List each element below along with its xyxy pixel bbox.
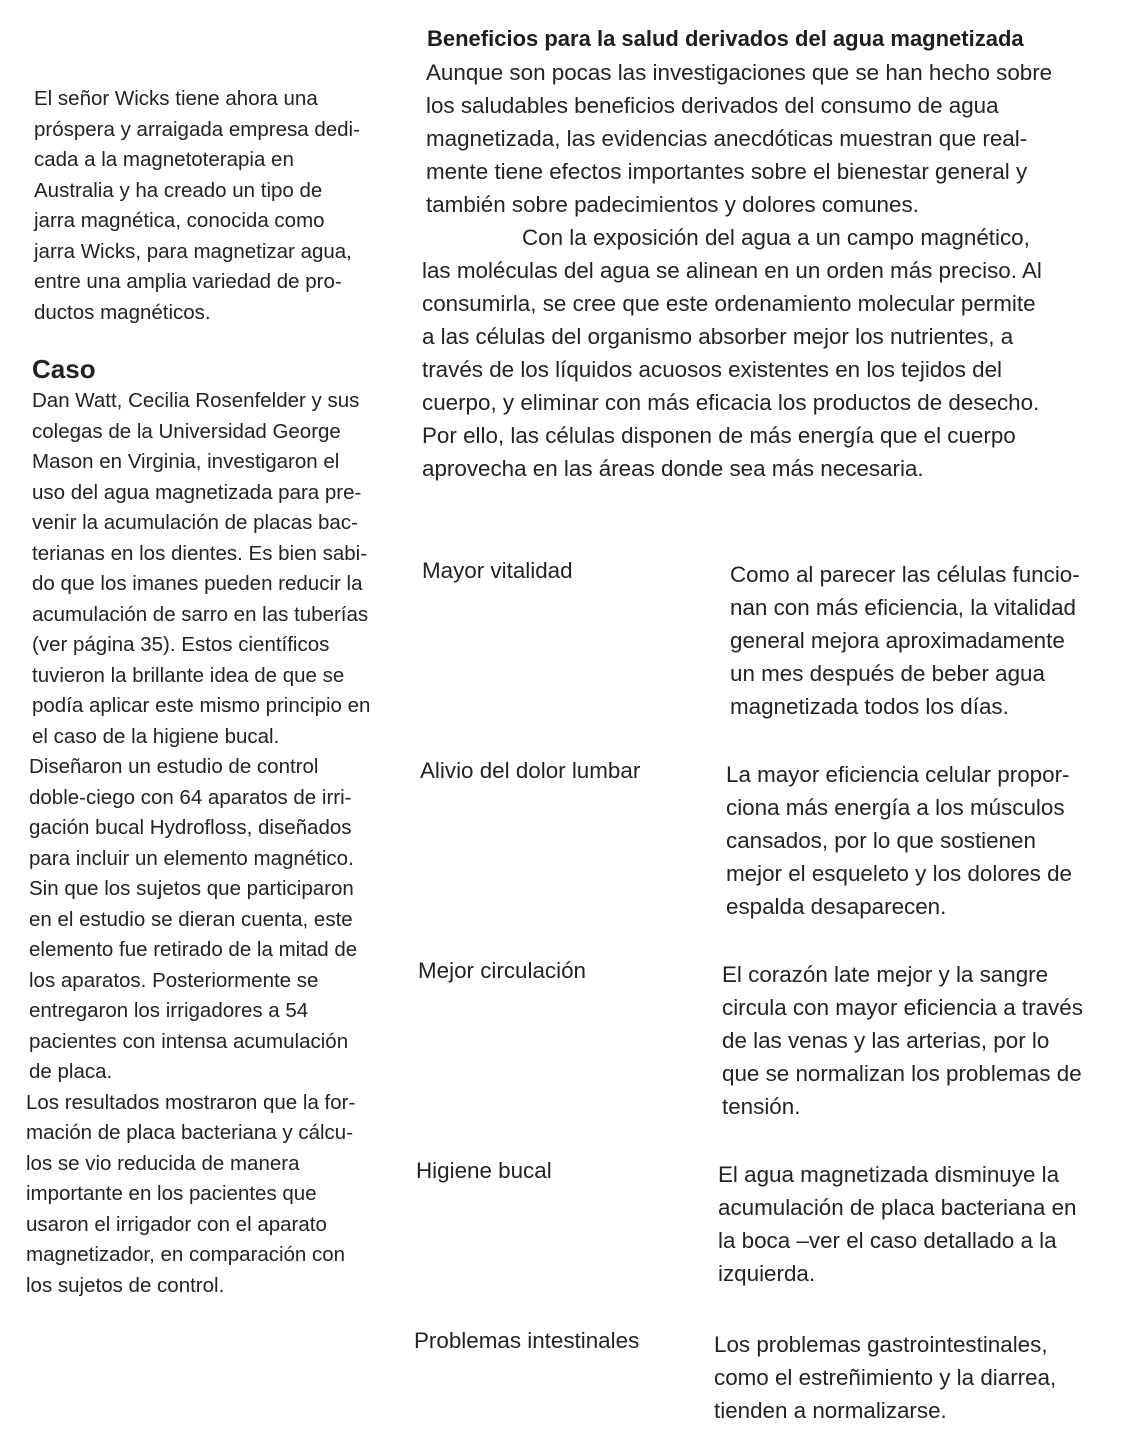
benefit-term: Higiene bucal: [416, 1158, 552, 1183]
benefit-description: El agua magnetizada disminuye la acumulación de placa bacteriana en la boca –ver el caso detallado a la izquierda.: [718, 1162, 1077, 1286]
benefit-row: [412, 752, 1128, 952]
intro-paragraph: El señor Wicks tiene ahora una próspera y arraigada empresa dedi- cada a la magnetoterapia en Australia y ha creado un tipo de jarra magnética, conocida como jarra Wicks, para magnetizar agua, entre una amplia variedad de pro- ductos magnéticos.: [34, 87, 360, 324]
case-paragraph-1: Dan Watt, Cecilia Rosenfelder y sus colegas de la Universidad George Mason en Virginia, investigaron el uso del agua magnetizada para pre- venir la acumulación de placas bac- terianas en los dientes. Es bien sabi- do que los imanes pueden reducir la acumulación de sarro en las tuberías (ver página 35). Estos científicos tuvieron la brillante idea de que se podía aplicar este mismo principio en el caso de la higiene bucal.: [32, 389, 371, 748]
benefit-term: Mayor vitalidad: [422, 558, 573, 583]
benefit-term: Mejor circulación: [418, 958, 586, 983]
benefit-term: Problemas intestinales: [414, 1328, 640, 1353]
benefit-row: [412, 1322, 1128, 1422]
benefit-description: Los problemas gastrointestinales, como el estreñimiento y la diarrea, tienden a normalizarse.: [714, 1332, 1057, 1423]
benefit-description: El corazón late mejor y la sangre circula con mayor eficiencia a través de las venas y las arterias, por lo que se normalizan los problemas de tensión.: [722, 962, 1083, 1119]
benefit-row: [412, 1152, 1128, 1322]
benefit-row: [412, 552, 1128, 752]
benefit-description: Como al parecer las células funcio- nan con más eficiencia, la vitalidad general mejora aproximadamente un mes después de beber agua magnetizada todos los días.: [730, 562, 1080, 719]
body-paragraph-2: Con la exposición del agua a un campo magnético, las moléculas del agua se alinean en un orden más preciso. Al consumirla, se cree que este ordenamiento molecular permite a las células del organismo absorber mejor los nutrientes, a través de los líquidos acuosos existentes en los tejidos del cuerpo, y eliminar con más eficacia los productos de desecho. Por ello, las células disponen de más energía que el cuerpo aprovecha en las áreas donde sea más necesaria.: [422, 225, 1042, 481]
benefit-term: Alivio del dolor lumbar: [420, 758, 641, 783]
case-body: [24, 386, 394, 1301]
benefit-description: La mayor eficiencia celular propor- ciona más energía a los músculos cansados, por lo que sostienen mejor el esqueleto y los dolores de espalda desaparecen.: [726, 762, 1073, 919]
benefits-table: [412, 552, 1128, 1422]
case-paragraph-3: Los resultados mostraron que la for- mación de placa bacteriana y cálcu- los se vio reducida de manera importante en los pacientes que usaron el irrigador con el aparato magnetizador, en comparación con los sujetos de control.: [26, 1090, 356, 1297]
case-paragraph-2: Diseñaron un estudio de control doble-ciego con 64 aparatos de irri- gación bucal Hydrofloss, diseñados para incluir un elemento magnético. Sin que los sujetos que participaron en el estudio se dieran cuenta, este elemento fue retirado de la mitad de los aparatos. Posteriormente se entregaron los irrigadores a 54 pacientes con intensa acumulación de placa.: [29, 755, 358, 1083]
body-paragraph-1: Aunque son pocas las investigaciones que se han hecho sobre los saludables beneficios derivados del consumo de agua magnetizada, las evidencias anecdóticas muestran que real- mente tiene efectos importantes sobre el bienestar general y también sobre padecimientos y dolores comunes.: [426, 60, 1053, 217]
section-title: Beneficios para la salud derivados del agua magnetizada: [427, 26, 1024, 51]
case-heading: Caso: [32, 354, 96, 384]
left-column: [24, 84, 394, 1301]
benefit-row: [412, 952, 1128, 1152]
right-column: [422, 22, 1122, 485]
